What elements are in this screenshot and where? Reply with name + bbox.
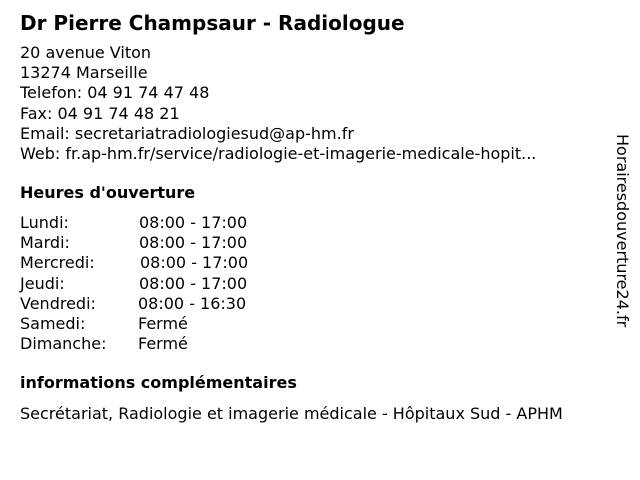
day-label: Dimanche: — [20, 334, 107, 354]
street-address: 20 avenue Viton — [20, 43, 152, 62]
day-label: Lundi: — [20, 213, 69, 232]
hours-value: Fermé — [138, 313, 188, 333]
website-link: Web: fr.ap-hm.fr/service/radiologie-et-imagerie-medicale-hopit... — [20, 144, 537, 164]
contact-block — [20, 43, 536, 164]
watermark-text: Horairesdouverture24.fr — [613, 134, 632, 328]
additional-info-text: Secrétariat, Radiologie et imagerie médicale - Hôpitaux Sud - APHM — [20, 404, 563, 423]
hours-value: 08:00 - 16:30 — [138, 293, 247, 313]
phone-number: Telefon: 04 91 74 47 48 — [20, 83, 210, 103]
page-title: Dr Pierre Champsaur - Radiologue — [20, 11, 405, 35]
city: 13274 Marseille — [20, 63, 148, 83]
day-label: Mardi: — [20, 233, 70, 253]
day-label: Vendredi: — [20, 293, 96, 313]
hours-value: 08:00 - 17:00 — [139, 213, 248, 232]
hours-value: 08:00 - 17:00 — [139, 273, 248, 293]
opening-hours-heading: Heures d'ouverture — [20, 183, 196, 202]
hours-value: 08:00 - 17:00 — [140, 253, 249, 273]
hours-value: 08:00 - 17:00 — [139, 233, 248, 253]
fax-number: Fax: 04 91 74 48 21 — [20, 103, 180, 123]
day-label: Mercredi: — [20, 253, 95, 273]
hours-value: Fermé — [138, 334, 188, 354]
email-address: Email: secretariatradiologiesud@ap-hm.fr — [20, 123, 354, 143]
day-label: Samedi: — [20, 313, 86, 333]
additional-info-heading: informations complémentaires — [20, 373, 297, 392]
day-label: Jeudi: — [20, 273, 65, 293]
